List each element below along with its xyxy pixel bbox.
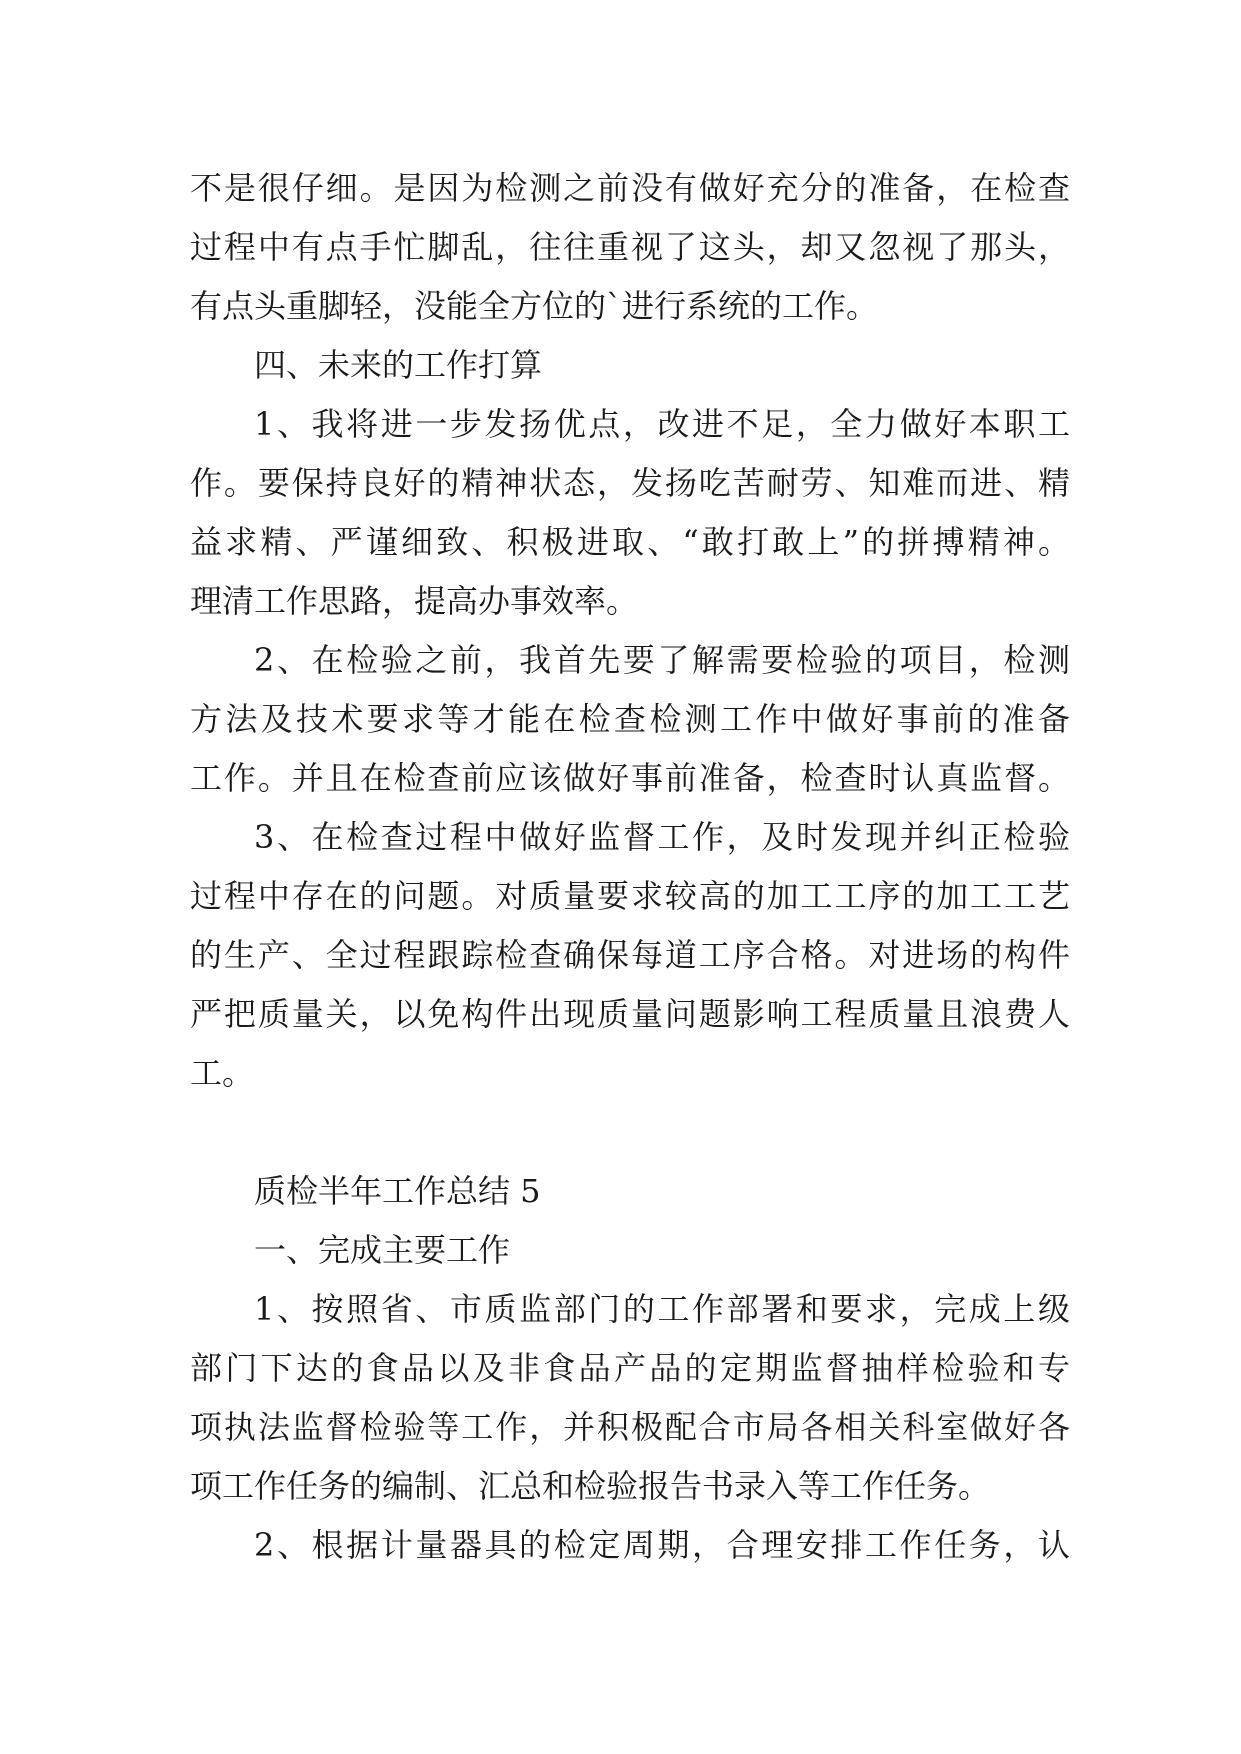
paragraph-line: 项执法监督检验等工作，并积极配合市局各相关科室做好各 xyxy=(190,1408,1070,1446)
paragraph-line: 1、我将进一步发扬优点，改进不足，全力做好本职工 xyxy=(254,405,1070,443)
section-heading: 一、完成主要工作 xyxy=(254,1231,511,1269)
paragraph-line: 部门下达的食品以及非食品产品的定期监督抽样检验和专 xyxy=(190,1349,1070,1387)
paragraph-line: 2、根据计量器具的检定周期，合理安排工作任务，认 xyxy=(254,1526,1070,1564)
paragraph-line: 2、在检验之前，我首先要了解需要检验的项目，检测 xyxy=(254,641,1070,679)
paragraph-line: 的生产、全过程跟踪检查确保每道工序合格。对进场的构件 xyxy=(190,936,1070,974)
section-heading: 四、未来的工作打算 xyxy=(254,346,543,384)
paragraph-line: 理清工作思路，提高办事效率。 xyxy=(190,582,639,620)
paragraph-line: 有点头重脚轻，没能全方位的`进行系统的工作。 xyxy=(190,287,879,325)
paragraph-line: 项工作任务的编制、汇总和检验报告书录入等工作任务。 xyxy=(190,1467,991,1505)
paragraph-line: 作。要保持良好的精神状态，发扬吃苦耐劳、知难而进、精 xyxy=(190,464,1070,502)
paragraph-line: 过程中存在的问题。对质量要求较高的加工工序的加工工艺 xyxy=(190,877,1070,915)
paragraph-line: 不是很仔细。是因为检测之前没有做好充分的准备，在检查 xyxy=(190,169,1070,207)
paragraph-line: 方法及技术要求等才能在检查检测工作中做好事前的准备 xyxy=(190,700,1070,738)
paragraph-line: 工。 xyxy=(190,1054,255,1092)
paragraph-line: 工作。并且在检查前应该做好事前准备，检查时认真监督。 xyxy=(190,759,1070,797)
section-title: 质检半年工作总结 5 xyxy=(254,1172,541,1210)
paragraph-line: 益求精、严谨细致、积极进取、“敢打敢上”的拼搏精神。 xyxy=(190,523,1070,561)
paragraph-line: 严把质量关，以免构件出现质量问题影响工程质量且浪费人 xyxy=(190,995,1070,1033)
paragraph-line: 1、按照省、市质监部门的工作部署和要求，完成上级 xyxy=(254,1290,1070,1328)
paragraph-line: 过程中有点手忙脚乱，往往重视了这头，却又忽视了那头， xyxy=(190,228,1070,266)
paragraph-line: 3、在检查过程中做好监督工作，及时发现并纠正检验 xyxy=(254,818,1070,856)
